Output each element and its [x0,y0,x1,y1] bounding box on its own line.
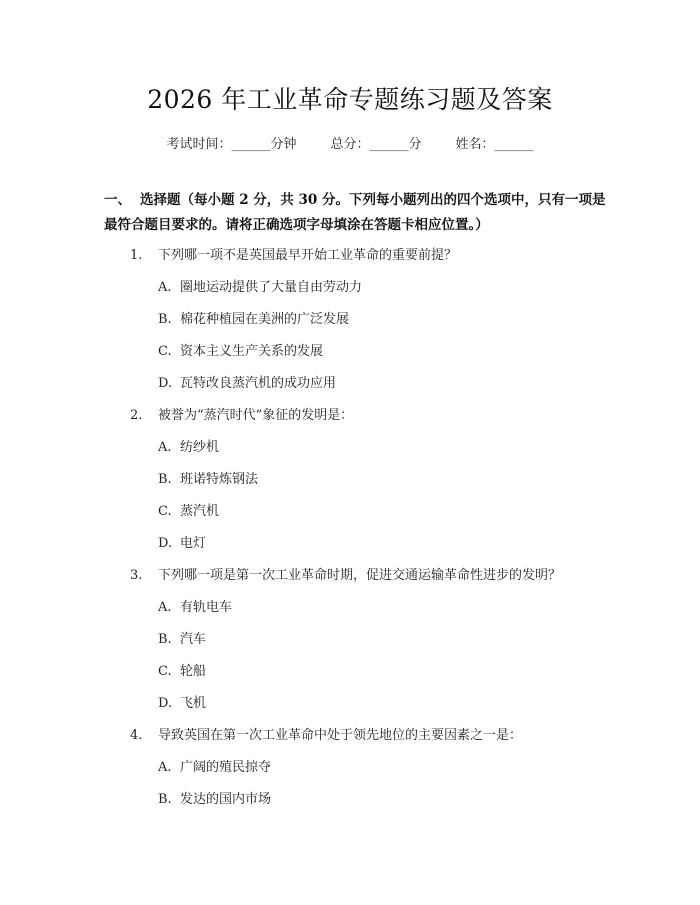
option-label: A. [158,600,172,615]
exam-name: 姓名：______ [455,137,534,152]
option-label: B. [158,312,172,327]
option-label: D. [158,536,173,551]
option [158,276,362,295]
exam-time: 考试时间：______分钟 [166,137,297,152]
option [158,628,206,647]
option-text: 蒸汽机 [180,504,220,519]
option [158,308,349,327]
section-heading [104,188,614,238]
option-text: 轮船 [180,664,207,679]
option [158,532,206,551]
question [130,404,353,423]
option-label: B. [158,792,172,807]
page-title: 2026 年工业革命专题练习题及答案 [147,85,553,114]
option-label: A. [158,280,172,295]
option-text: 电灯 [180,536,207,551]
option-label: B. [158,472,172,487]
option [158,660,206,679]
option-text: 汽车 [180,632,207,647]
option-label: D. [158,376,173,391]
option-text: 广阔的殖民掠夺 [180,760,272,775]
option-label: A. [158,760,172,775]
question-number: 4. [130,728,143,743]
question [130,724,522,743]
option [158,596,232,615]
question-text: 导致英国在第一次工业革命中处于领先地位的主要因素之一是： [158,728,523,743]
exam-meta [0,133,700,152]
section-number: 一、 [104,192,131,208]
question-number: 1. [130,248,143,263]
option [158,372,336,391]
option [158,436,219,455]
option-text: 棉花种植园在美洲的广泛发展 [180,312,350,327]
question-text: 下列哪一项不是英国最早开始工业革命的重要前提？ [158,248,458,263]
question-text: 被誉为“蒸汽时代”象征的发明是： [158,408,354,423]
question [130,564,561,583]
option-label: C. [158,664,172,679]
question-text: 下列哪一项是第一次工业革命时期，促进交通运输革命性进步的发明？ [158,568,562,583]
option-text: 班诺特炼钢法 [180,472,259,487]
option-text: 发达的国内市场 [180,792,272,807]
option-text: 资本主义生产关系的发展 [180,344,324,359]
option-label: A. [158,440,172,455]
option [158,692,206,711]
option-text: 瓦特改良蒸汽机的成功应用 [180,376,337,391]
option-text: 纺纱机 [180,440,220,455]
option-label: D. [158,696,173,711]
option-text: 圈地运动提供了大量自由劳动力 [180,280,363,295]
option-label: C. [158,504,172,519]
option-label: C. [158,344,172,359]
option [158,468,258,487]
question [130,244,457,263]
option-text: 有轨电车 [180,600,233,615]
option-text: 飞机 [180,696,207,711]
option [158,500,219,519]
option [158,788,271,807]
question-number: 2. [130,408,143,423]
exam-score: 总分：______分 [330,137,422,152]
section-instructions: 选择题（每小题 2 分，共 30 分。下列每小题列出的四个选项中，只有一项是最符合题目要求的。请将正确选项字母填涂在答题卡相应位置。） [104,192,606,233]
option [158,340,323,359]
question-number: 3. [130,568,143,583]
option-label: B. [158,632,172,647]
option [158,756,271,775]
